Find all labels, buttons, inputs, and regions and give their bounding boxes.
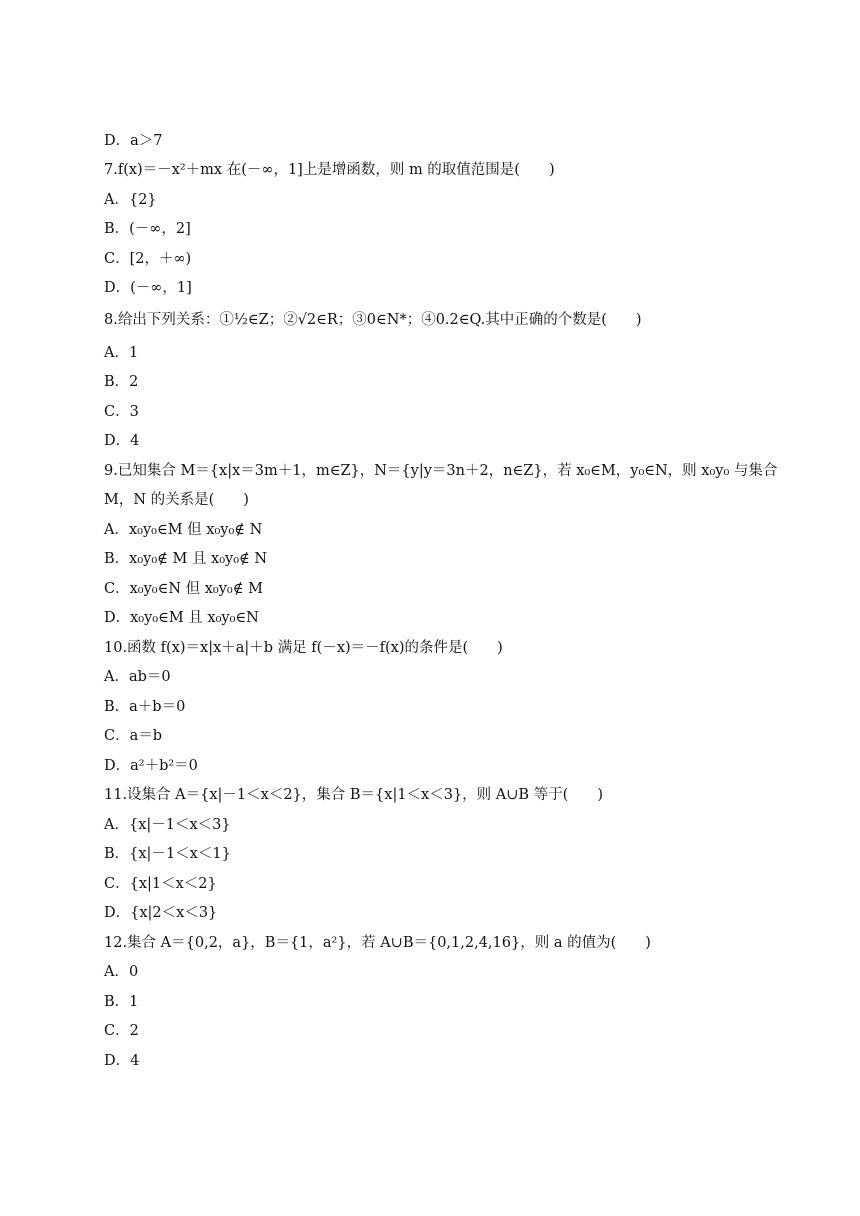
option-7c: C．[2，＋∞): [104, 251, 192, 267]
option-12c: C．2: [104, 1023, 139, 1039]
option-11a: A．{x|－1＜x＜3}: [104, 817, 231, 833]
option-10d: D．a²＋b²＝0: [104, 758, 198, 774]
option-12d: D．4: [104, 1053, 140, 1069]
option-10c: C．a＝b: [104, 728, 163, 744]
question-9-cont: M，N 的关系是( ): [104, 492, 249, 508]
option-8c: C．3: [104, 404, 139, 420]
option-9d: D．x₀y₀∈M 且 x₀y₀∈N: [104, 610, 259, 626]
option-9c: C．x₀y₀∈N 但 x₀y₀∉ M: [104, 581, 263, 597]
option-11b: B．{x|－1＜x＜1}: [104, 846, 231, 862]
option-7b: B．(－∞，2]: [104, 221, 191, 237]
question-10: 10.函数 f(x)＝x|x＋a|＋b 满足 f(－x)＝－f(x)的条件是( ): [104, 640, 503, 656]
option-7a: A．{2}: [104, 192, 157, 208]
option-6d: D．a＞7: [104, 133, 163, 149]
option-8b: B．2: [104, 374, 139, 390]
question-9: 9.已知集合 M＝{x|x＝3m＋1，m∈Z}，N＝{y|y＝3n＋2，n∈Z}，若 x₀∈M，y₀∈N，则 x₀y₀ 与集合: [104, 463, 778, 479]
option-11c: C．{x|1＜x＜2}: [104, 876, 217, 892]
option-8d: D．4: [104, 433, 140, 449]
option-12b: B．1: [104, 994, 139, 1010]
question-7: 7.f(x)＝－x²＋mx 在(－∞，1]上是增函数，则 m 的取值范围是( ): [104, 162, 555, 178]
option-10a: A．ab＝0: [104, 669, 171, 685]
question-11: 11.设集合 A＝{x|－1＜x＜2}，集合 B＝{x|1＜x＜3}，则 A∪B 等于( ): [104, 787, 603, 803]
question-8: 8.给出下列关系：①½∈Z；②√2∈R；③0∈N*；④0.2∈Q.其中正确的个数是( ): [104, 312, 642, 328]
option-8a: A．1: [104, 345, 139, 361]
option-9b: B．x₀y₀∉ M 且 x₀y₀∉ N: [104, 551, 268, 567]
option-12a: A．0: [104, 964, 139, 980]
option-7d: D．(－∞，1]: [104, 280, 192, 296]
option-10b: B．a＋b＝0: [104, 699, 186, 715]
option-9a: A．x₀y₀∈M 但 x₀y₀∉ N: [104, 522, 263, 538]
question-12: 12.集合 A＝{0,2，a}，B＝{1，a²}，若 A∪B＝{0,1,2,4,16}，则 a 的值为( ): [104, 935, 651, 951]
option-11d: D．{x|2＜x＜3}: [104, 905, 218, 921]
